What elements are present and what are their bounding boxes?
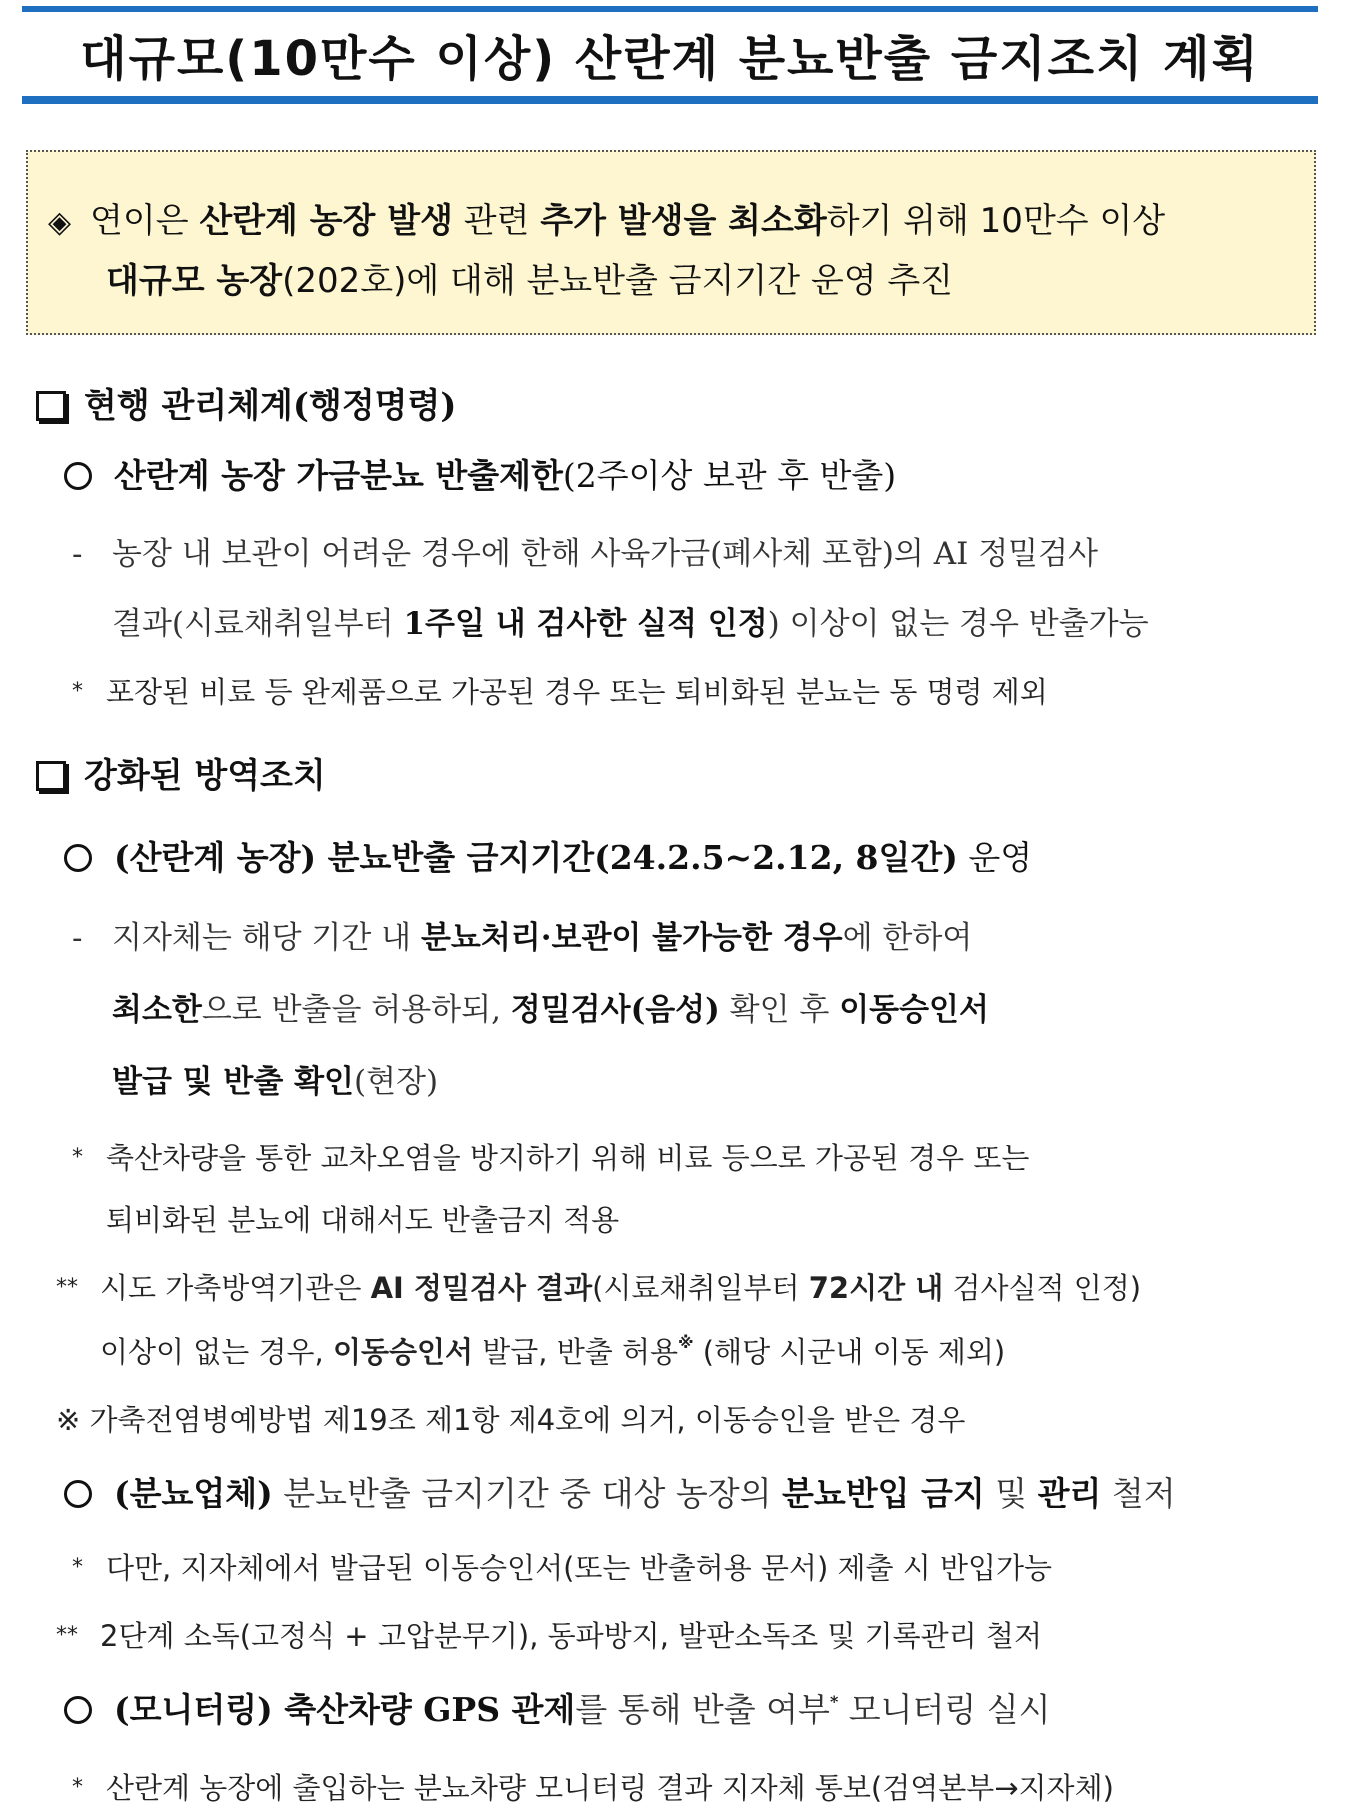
asterisk-mark: *	[72, 1775, 83, 1800]
item-manure-company: (분뇨업체) 분뇨반출 금지기간 중 대상 농장의 분뇨반입 금지 및 관리 철저	[64, 1468, 1176, 1515]
page-title: 대규모(10만수 이상) 산란계 분뇨반출 금지조치 계획	[80, 30, 1260, 87]
note-current-exemption: * 포장된 비료 등 완제품으로 가공된 경우 또는 퇴비화된 분뇨는 동 명령 제외	[72, 675, 1048, 709]
note-ai-test: ** 시도 가축방역기관은 AI 정밀검사 결과(시료채취일부터 72시간 내 검사실적 인정)	[56, 1271, 1142, 1305]
note-disinfection: ** 2단계 소독(고정식 + 고압분무기), 동파방지, 발판소독조 및 기록관리 철저	[56, 1619, 1042, 1653]
sub-item-ban-1-cont: 최소한으로 반출을 허용하되, 정밀검사(음성) 확인 후 이동승인서	[112, 992, 989, 1028]
summary-box	[26, 150, 1316, 335]
section-heading-enhanced: 강화된 방역조치	[36, 748, 326, 797]
circle-bullet-icon	[64, 1696, 92, 1724]
legal-reference: ※ 가축전염병예방법 제19조 제1항 제4호에 의거, 이동승인을 받은 경우	[56, 1403, 966, 1437]
asterisk-mark: *	[72, 679, 83, 704]
title-bottom-rule	[22, 96, 1318, 104]
dash-bullet: -	[72, 536, 83, 572]
item-ban-period: (산란계 농장) 분뇨반출 금지기간(24.2.5~2.12, 8일간) 운영	[64, 832, 1032, 879]
circle-bullet-icon	[64, 844, 92, 872]
summary-line-2: 대규모 농장(202호)에 대해 분뇨반출 금지기간 운영 추진	[106, 261, 954, 301]
item-current-restriction: 산란계 농장 가금분뇨 반출제한(2주이상 보관 후 반출)	[64, 450, 896, 497]
checkbox-square-icon	[36, 761, 66, 791]
note-cross-contamination: * 축산차량을 통한 교차오염을 방지하기 위해 비료 등으로 가공된 경우 또는	[72, 1141, 1030, 1175]
note-monitoring-report: * 산란계 농장에 출입하는 분뇨차량 모니터링 결과 지자체 통보(검역본부→지자체)	[72, 1771, 1114, 1805]
asterisk-mark: *	[72, 1145, 83, 1170]
circle-bullet-icon	[64, 1480, 92, 1508]
checkbox-square-icon	[36, 391, 66, 421]
note-cross-contamination-cont: 퇴비화된 분뇨에 대해서도 반출금지 적용	[106, 1203, 620, 1237]
note-exception-permit: * 다만, 지자체에서 발급된 이동승인서(또는 반출허용 문서) 제출 시 반입가능	[72, 1551, 1053, 1585]
summary-line-1: ◈ 연이은 산란계 농장 발생 관련 추가 발생을 최소화하기 위해 10만수 이상	[48, 192, 1294, 252]
sub-item-current-1-cont: 결과(시료채취일부터 1주일 내 검사한 실적 인정) 이상이 없는 경우 반출가능	[112, 606, 1149, 642]
double-asterisk-mark: **	[56, 1623, 78, 1648]
sub-item-current-1: - 농장 내 보관이 어려운 경우에 한해 사육가금(폐사체 포함)의 AI 정밀검사	[72, 536, 1098, 572]
sub-item-ban-1-cont2: 발급 및 반출 확인(현장)	[112, 1064, 439, 1100]
circle-bullet-icon	[64, 462, 92, 490]
dash-bullet: -	[72, 920, 83, 956]
double-asterisk-mark: **	[56, 1275, 78, 1300]
asterisk-mark: *	[72, 1555, 83, 1580]
note-ai-test-cont: 이상이 없는 경우, 이동승인서 발급, 반출 허용※ (해당 시군내 이동 제외)	[100, 1333, 1006, 1369]
title-banner	[22, 6, 1318, 104]
item-monitoring: (모니터링) 축산차량 GPS 관제를 통해 반출 여부* 모니터링 실시	[64, 1684, 1051, 1731]
diamond-bullet-icon: ◈	[48, 205, 72, 240]
section-heading-current: 현행 관리체계(행정명령)	[36, 378, 456, 427]
sub-item-ban-1: - 지자체는 해당 기간 내 분뇨처리·보관이 불가능한 경우에 한하여	[72, 920, 973, 956]
